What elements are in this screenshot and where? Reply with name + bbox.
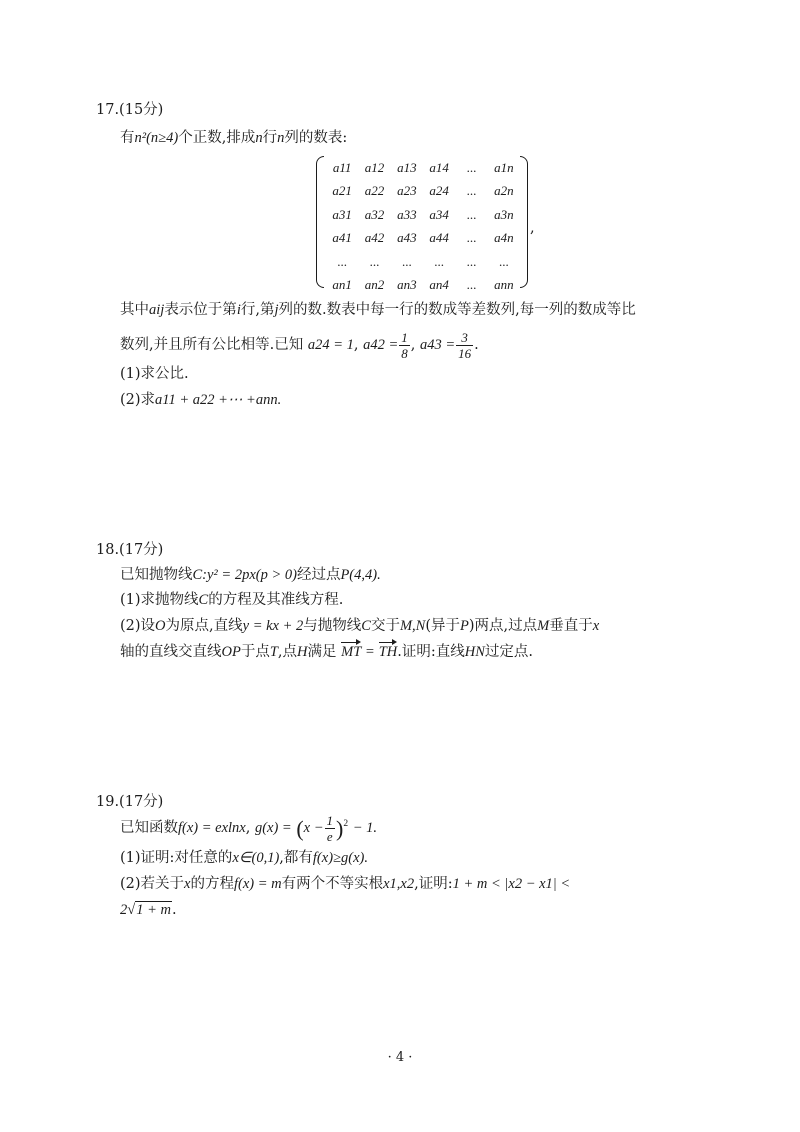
matrix-cell: a34 — [429, 206, 449, 222]
matrix-row — [326, 156, 520, 180]
matrix-cell: a3n — [494, 206, 514, 222]
matrix-cell: a23 — [397, 183, 417, 199]
square-root: √1 + m — [127, 902, 171, 918]
matrix-row — [326, 250, 520, 274]
matrix-cell: ... — [337, 253, 348, 269]
matrix-cell: an3 — [397, 277, 417, 293]
problem-17-description: 其中aij表示位于第i行,第j列的数.数表中每一行的数成等差数列,每一列的数成等比 — [120, 302, 636, 318]
matrix-row — [326, 274, 520, 298]
matrix-cell: a41 — [332, 230, 352, 246]
matrix-cell: ann — [494, 277, 514, 293]
matrix-cell: a12 — [364, 159, 385, 175]
vector-mt: MT — [341, 644, 362, 660]
matrix-cell: a2n — [494, 183, 514, 199]
matrix-cell: ... — [466, 183, 477, 199]
fraction-three-sixteenths: $\frac{3}{16}$ — [458, 329, 472, 361]
matrix-cell: an4 — [429, 277, 449, 293]
matrix-table — [326, 156, 520, 297]
matrix-cell: a42 — [364, 230, 385, 246]
problem-19-question-2-line-1: (2)若关于x的方程f(x) = m有两个不等实根x1,x2,证明:1 + m < |x2 − x1| < — [120, 876, 571, 892]
matrix-cell: ... — [498, 253, 509, 269]
matrix-cell: ... — [466, 159, 477, 175]
matrix-cell: a4n — [494, 230, 514, 246]
matrix-row — [326, 203, 520, 227]
vector-th: TH — [378, 644, 398, 660]
matrix-cell: a22 — [364, 183, 385, 199]
matrix-cell: a13 — [397, 159, 417, 175]
problem-18-header: 18.(17分) — [96, 542, 164, 558]
matrix-cell: an1 — [332, 277, 352, 293]
problem-19-statement: 已知函数f(x) = exlnx, g(x) = (x − $\frac{1}{e}$ )$^2$ − 1. — [120, 812, 378, 844]
matrix-cell: a44 — [429, 230, 449, 246]
matrix-cell: a21 — [332, 183, 352, 199]
problem-17-header: 17.(15分) — [96, 102, 164, 118]
matrix-cell: a31 — [332, 206, 352, 222]
matrix-cell: ... — [369, 253, 380, 269]
problem-19-question-2-line-2: 2√1 + m. — [120, 902, 177, 918]
problem-17-intro: 有n²(n≥4)个正数,排成n行n列的数表: — [120, 130, 348, 146]
problem-17-question-1: (1)求公比. — [120, 366, 189, 382]
problem-19-header: 19.(17分) — [96, 794, 164, 810]
matrix-cell: a1n — [494, 159, 514, 175]
matrix-cell: a43 — [397, 230, 417, 246]
matrix-cell: an2 — [364, 277, 385, 293]
page-number: · 4 · — [387, 1050, 413, 1065]
problem-19-question-1: (1)证明:对任意的x∈(0,1),都有f(x)≥g(x). — [120, 850, 368, 866]
matrix-right-bracket — [520, 156, 528, 288]
matrix-cell: ... — [466, 277, 477, 293]
problem-18-question-1: (1)求抛物线C的方程及其准线方程. — [120, 592, 344, 608]
problem-18-statement: 已知抛物线C:y² = 2px(p > 0)经过点P(4,4). — [120, 567, 381, 583]
matrix-cell: ... — [466, 206, 477, 222]
matrix-comma: , — [530, 220, 535, 236]
matrix-cell: a24 — [429, 183, 449, 199]
matrix-row — [326, 227, 520, 251]
matrix-cell: ... — [466, 230, 477, 246]
matrix-cell: a32 — [364, 206, 385, 222]
matrix-row — [326, 180, 520, 204]
matrix-cell: a14 — [429, 159, 449, 175]
fraction-one-eighth: $\frac{1}{8}$ — [401, 329, 408, 361]
matrix-cell: ... — [466, 253, 477, 269]
fraction-one-over-e: $\frac{1}{e}$ — [326, 812, 334, 844]
matrix-cell: ... — [434, 253, 445, 269]
matrix-cell: a33 — [397, 206, 417, 222]
problem-17-question-2: (2)求a11 + a22 +⋯ +ann. — [120, 392, 282, 408]
matrix-left-bracket — [316, 156, 324, 288]
problem-17-given: 数列,并且所有公比相等.已知 a24 = 1, a42 = $\frac{1}{8}$ , a43 = $\frac{3}{16}$ . — [120, 329, 479, 361]
problem-18-question-2-line-2: 轴的直线交直线OP于点T,点H满足 MT = TH.证明:直线HN过定点. — [120, 644, 533, 660]
matrix-cell: ... — [401, 253, 412, 269]
problem-18-question-2-line-1: (2)设O为原点,直线y = kx + 2与抛物线C交于M,N(异于P)两点,过点M垂直于x — [120, 618, 600, 634]
matrix-cell: a11 — [332, 159, 352, 175]
number-matrix — [316, 156, 528, 293]
